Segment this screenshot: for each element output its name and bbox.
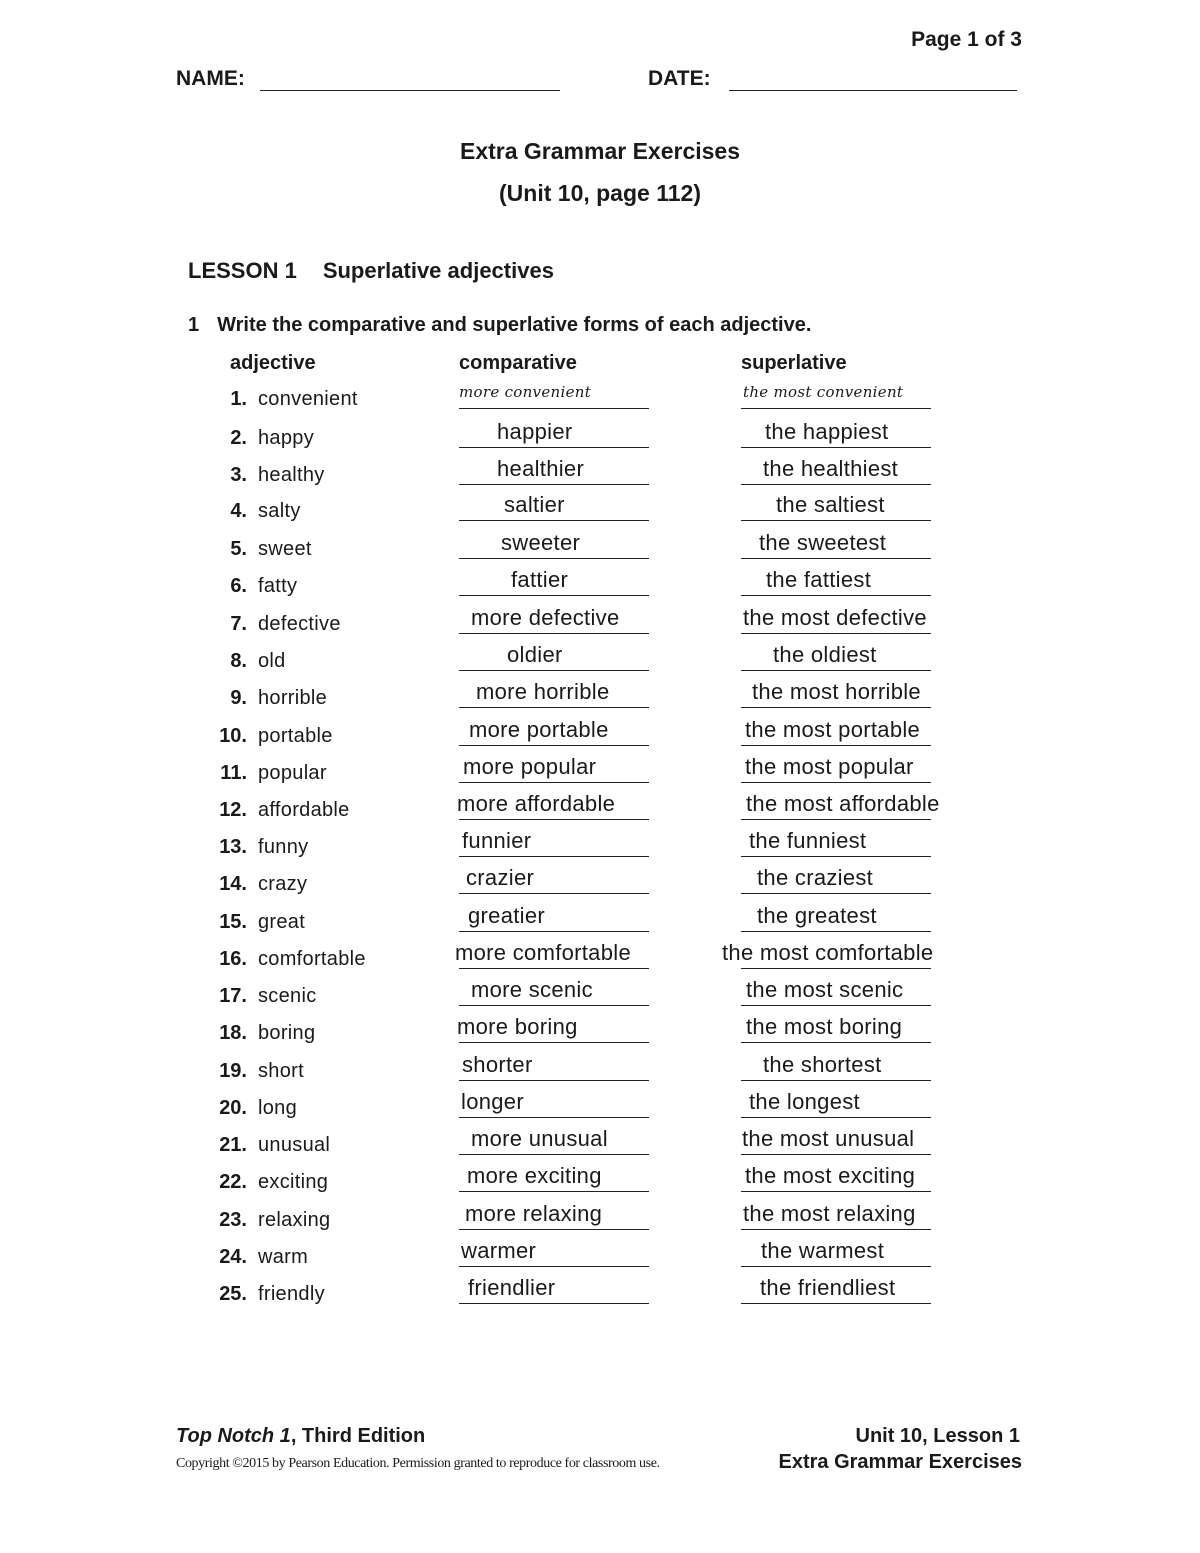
name-field[interactable] xyxy=(260,66,560,91)
comparative-answer-line[interactable] xyxy=(459,1042,649,1043)
date-field[interactable] xyxy=(729,66,1017,91)
superlative-answer[interactable]: the craziest xyxy=(757,865,874,890)
superlative-answer-line[interactable] xyxy=(741,408,931,409)
table-row xyxy=(0,383,1200,418)
superlative-answer-line[interactable] xyxy=(741,1191,931,1192)
item-number: 9. xyxy=(230,687,247,709)
superlative-answer[interactable]: the most convenient xyxy=(743,383,904,401)
footer-book-title: Top Notch 1 xyxy=(176,1425,291,1447)
table-row xyxy=(0,456,1200,494)
table-row xyxy=(0,754,1200,792)
adjective-cell: crazy xyxy=(258,873,308,895)
superlative-answer[interactable]: the most scenic xyxy=(746,977,904,1002)
comparative-answer-line[interactable] xyxy=(459,520,649,521)
superlative-answer[interactable]: the fattiest xyxy=(766,567,872,592)
superlative-answer-line[interactable] xyxy=(741,1266,931,1267)
comparative-answer[interactable]: friendlier xyxy=(468,1275,556,1300)
item-number: 23. xyxy=(219,1209,247,1231)
comparative-answer[interactable]: sweeter xyxy=(501,530,581,555)
item-number: 16. xyxy=(219,948,247,970)
comparative-answer-line[interactable] xyxy=(459,1154,649,1155)
superlative-answer-line[interactable] xyxy=(741,1117,931,1118)
comparative-answer[interactable]: fattier xyxy=(511,567,569,592)
item-number: 20. xyxy=(219,1097,247,1119)
comparative-answer[interactable]: more horrible xyxy=(476,679,610,704)
adjective-cell: healthy xyxy=(258,464,325,486)
superlative-answer[interactable]: the saltiest xyxy=(776,492,885,517)
item-number: 22. xyxy=(219,1171,247,1193)
page-number: Page 1 of 3 xyxy=(911,28,1022,51)
adjective-cell: old xyxy=(258,650,286,672)
comparative-answer[interactable]: oldier xyxy=(507,642,563,667)
table-row xyxy=(0,679,1200,717)
superlative-answer-line[interactable] xyxy=(741,1080,931,1081)
column-header-adjective: adjective xyxy=(230,352,316,374)
table-row xyxy=(0,642,1200,680)
table-row xyxy=(0,530,1200,568)
superlative-answer-line[interactable] xyxy=(741,595,931,596)
adjective-cell: short xyxy=(258,1060,304,1082)
comparative-answer[interactable]: shorter xyxy=(462,1052,533,1077)
table-row xyxy=(0,940,1200,978)
superlative-answer-line[interactable] xyxy=(741,1154,931,1155)
superlative-answer-line[interactable] xyxy=(741,447,931,448)
superlative-answer-line[interactable] xyxy=(741,931,931,932)
adjective-cell: horrible xyxy=(258,687,328,709)
footer-unit-lesson: Unit 10, Lesson 1 xyxy=(855,1425,1020,1447)
adjective-cell: convenient xyxy=(258,388,358,410)
adjective-cell: affordable xyxy=(258,799,350,821)
comparative-answer[interactable]: more boring xyxy=(457,1014,578,1039)
superlative-answer[interactable]: the most defective xyxy=(743,605,927,630)
superlative-answer-line[interactable] xyxy=(741,633,931,634)
item-number: 3. xyxy=(230,464,247,486)
table-row xyxy=(0,605,1200,643)
comparative-answer-line[interactable] xyxy=(459,408,649,409)
comparative-answer[interactable]: saltier xyxy=(504,492,565,517)
superlative-answer[interactable]: the most unusual xyxy=(742,1126,915,1151)
item-number: 17. xyxy=(219,985,247,1007)
item-number: 7. xyxy=(230,613,247,635)
comparative-answer-line[interactable] xyxy=(459,1005,649,1006)
adjective-cell: salty xyxy=(258,500,301,522)
table-row xyxy=(0,717,1200,755)
superlative-answer-line[interactable] xyxy=(741,1005,931,1006)
table-row xyxy=(0,492,1200,530)
superlative-answer-line[interactable] xyxy=(741,670,931,671)
comparative-answer[interactable]: healthier xyxy=(497,456,585,481)
comparative-answer-line[interactable] xyxy=(459,1229,649,1230)
superlative-answer[interactable]: the healthiest xyxy=(763,456,899,481)
superlative-answer[interactable]: the most comfortable xyxy=(722,940,934,965)
adjective-cell: great xyxy=(258,911,306,933)
superlative-answer-line[interactable] xyxy=(741,782,931,783)
table-row xyxy=(0,791,1200,829)
adjective-cell: funny xyxy=(258,836,309,858)
comparative-answer[interactable]: greatier xyxy=(468,903,545,928)
item-number: 8. xyxy=(230,650,247,672)
superlative-answer[interactable]: the most exciting xyxy=(745,1163,916,1188)
item-number: 4. xyxy=(230,500,247,522)
comparative-answer[interactable]: more popular xyxy=(463,754,597,779)
superlative-answer[interactable]: the greatest xyxy=(757,903,877,928)
superlative-answer[interactable]: the funniest xyxy=(749,828,867,853)
comparative-answer-line[interactable] xyxy=(459,558,649,559)
superlative-answer[interactable]: the shortest xyxy=(763,1052,882,1077)
column-header-comparative: comparative xyxy=(459,352,577,374)
comparative-answer-line[interactable] xyxy=(459,745,649,746)
table-row xyxy=(0,1275,1200,1313)
table-row xyxy=(0,977,1200,1015)
comparative-answer[interactable]: warmer xyxy=(461,1238,537,1263)
comparative-answer-line[interactable] xyxy=(459,670,649,671)
comparative-answer-line[interactable] xyxy=(459,931,649,932)
table-row xyxy=(0,1201,1200,1239)
superlative-answer-line[interactable] xyxy=(741,520,931,521)
comparative-answer-line[interactable] xyxy=(459,1266,649,1267)
item-number: 19. xyxy=(219,1060,247,1082)
superlative-answer-line[interactable] xyxy=(741,1229,931,1230)
adjective-cell: comfortable xyxy=(258,948,366,970)
comparative-answer[interactable]: more scenic xyxy=(471,977,593,1002)
page-title: Extra Grammar Exercises xyxy=(459,138,741,164)
superlative-answer[interactable]: the most relaxing xyxy=(743,1201,916,1226)
superlative-answer-line[interactable] xyxy=(741,968,931,969)
lesson-label: LESSON 1 xyxy=(188,258,297,283)
adjective-cell: defective xyxy=(258,613,341,635)
comparative-answer[interactable]: more comfortable xyxy=(455,940,631,965)
superlative-answer-line[interactable] xyxy=(741,819,931,820)
superlative-answer-line[interactable] xyxy=(741,558,931,559)
comparative-answer-line[interactable] xyxy=(459,1191,649,1192)
item-number: 15. xyxy=(219,911,247,933)
superlative-answer[interactable]: the oldiest xyxy=(773,642,877,667)
superlative-answer[interactable]: the most affordable xyxy=(746,791,940,816)
adjective-cell: long xyxy=(258,1097,298,1119)
adjective-cell: warm xyxy=(258,1246,309,1268)
column-header-superlative: superlative xyxy=(741,352,847,374)
footer-edition: , Third Edition xyxy=(290,1425,426,1447)
table-row xyxy=(0,865,1200,903)
adjective-cell: boring xyxy=(258,1022,316,1044)
superlative-answer[interactable]: the most horrible xyxy=(752,679,921,704)
superlative-answer-line[interactable] xyxy=(741,707,931,708)
lesson-heading xyxy=(188,258,554,284)
table-row xyxy=(0,1126,1200,1164)
adjective-cell: fatty xyxy=(258,575,298,597)
superlative-answer[interactable]: the longest xyxy=(749,1089,860,1114)
table-row xyxy=(0,1014,1200,1052)
table-row xyxy=(0,828,1200,866)
comparative-answer[interactable]: funnier xyxy=(462,828,532,853)
comparative-answer-line[interactable] xyxy=(459,447,649,448)
lesson-topic: Superlative adjectives xyxy=(322,258,554,283)
comparative-answer[interactable]: more relaxing xyxy=(465,1201,603,1226)
adjective-cell: friendly xyxy=(258,1283,325,1305)
adjective-cell: exciting xyxy=(258,1171,329,1193)
superlative-answer-line[interactable] xyxy=(741,856,931,857)
comparative-answer[interactable]: more portable xyxy=(469,717,609,742)
item-number: 24. xyxy=(219,1246,247,1268)
adjective-cell: popular xyxy=(258,762,327,784)
item-number: 14. xyxy=(219,873,247,895)
comparative-answer-line[interactable] xyxy=(459,484,649,485)
comparative-answer-line[interactable] xyxy=(459,1303,649,1304)
table-row xyxy=(0,1238,1200,1276)
comparative-answer-line[interactable] xyxy=(459,893,649,894)
item-number: 10. xyxy=(219,725,247,747)
superlative-answer[interactable]: the most popular xyxy=(745,754,914,779)
table-row xyxy=(0,903,1200,941)
superlative-answer[interactable]: the sweetest xyxy=(759,530,887,555)
comparative-answer-line[interactable] xyxy=(459,782,649,783)
superlative-answer-line[interactable] xyxy=(741,484,931,485)
superlative-answer[interactable]: the most boring xyxy=(746,1014,903,1039)
comparative-answer-line[interactable] xyxy=(459,595,649,596)
comparative-answer-line[interactable] xyxy=(459,633,649,634)
superlative-answer-line[interactable] xyxy=(741,745,931,746)
table-row xyxy=(0,1052,1200,1090)
comparative-answer-line[interactable] xyxy=(459,968,649,969)
footer-book xyxy=(176,1425,425,1448)
footer-section: Extra Grammar Exercises xyxy=(778,1451,1022,1473)
adjective-cell: relaxing xyxy=(258,1209,331,1231)
superlative-answer[interactable]: the happiest xyxy=(765,419,889,444)
comparative-answer[interactable]: more defective xyxy=(471,605,620,630)
exercise-text: Write the comparative and superlative forms of each adjective. xyxy=(217,314,812,336)
superlative-answer-line[interactable] xyxy=(741,1303,931,1304)
comparative-answer-line[interactable] xyxy=(459,819,649,820)
superlative-answer[interactable]: the friendliest xyxy=(760,1275,896,1300)
superlative-answer-line[interactable] xyxy=(741,893,931,894)
item-number: 25. xyxy=(219,1283,247,1305)
comparative-answer[interactable]: more unusual xyxy=(471,1126,608,1151)
adjective-cell: portable xyxy=(258,725,333,747)
adjective-cell: happy xyxy=(258,427,314,449)
page-subtitle: (Unit 10, page 112) xyxy=(499,180,701,206)
superlative-answer[interactable]: the most portable xyxy=(745,717,921,742)
name-label: NAME: xyxy=(176,67,245,90)
table-row xyxy=(0,567,1200,605)
superlative-answer[interactable]: the warmest xyxy=(761,1238,885,1263)
superlative-answer-line[interactable] xyxy=(741,1042,931,1043)
item-number: 12. xyxy=(219,799,247,821)
item-number: 6. xyxy=(230,575,247,597)
date-label: DATE: xyxy=(648,67,711,90)
table-row xyxy=(0,1089,1200,1127)
footer-copyright: Copyright ©2015 by Pearson Education. Permission granted to reproduce for classroom use. xyxy=(176,1456,660,1471)
item-number: 11. xyxy=(220,762,247,784)
comparative-answer[interactable]: longer xyxy=(461,1089,524,1114)
table-row xyxy=(0,1163,1200,1201)
comparative-answer[interactable]: more affordable xyxy=(457,791,616,816)
comparative-answer-line[interactable] xyxy=(459,707,649,708)
exercise-instruction xyxy=(188,314,811,337)
comparative-answer-line[interactable] xyxy=(459,1117,649,1118)
comparative-answer[interactable]: more exciting xyxy=(467,1163,602,1188)
adjective-cell: sweet xyxy=(258,538,312,560)
comparative-answer-line[interactable] xyxy=(459,1080,649,1081)
exercise-number: 1 xyxy=(188,314,200,336)
adjective-cell: scenic xyxy=(258,985,317,1007)
comparative-answer[interactable]: crazier xyxy=(466,865,535,890)
item-number: 2. xyxy=(230,427,247,449)
adjective-cell: unusual xyxy=(258,1134,331,1156)
comparative-answer-line[interactable] xyxy=(459,856,649,857)
item-number: 1. xyxy=(230,388,247,410)
item-number: 18. xyxy=(219,1022,247,1044)
comparative-answer[interactable]: more convenient xyxy=(459,383,592,401)
item-number: 13. xyxy=(219,836,247,858)
table-row xyxy=(0,419,1200,457)
item-number: 21. xyxy=(219,1134,247,1156)
comparative-answer[interactable]: happier xyxy=(497,419,573,444)
item-number: 5. xyxy=(230,538,247,560)
